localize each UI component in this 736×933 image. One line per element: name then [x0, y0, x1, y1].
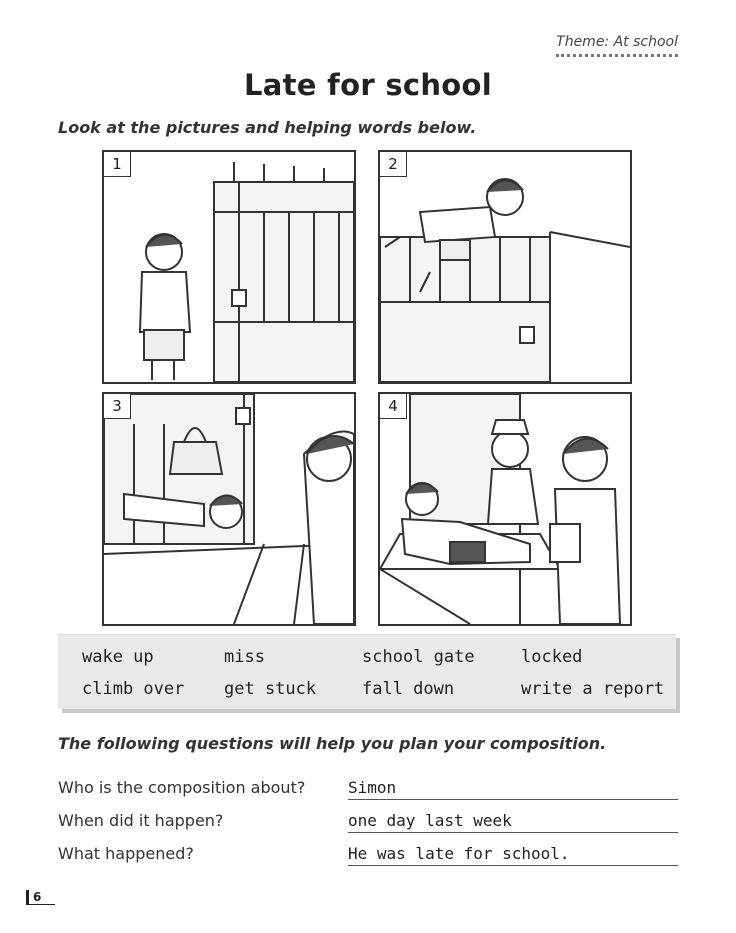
illustration-nurse-and-teacher: [380, 394, 630, 624]
helping-word: school gate: [362, 647, 475, 667]
answer-field[interactable]: Simon: [348, 778, 678, 800]
helping-word: get stuck: [224, 679, 317, 699]
page-title: Late for school: [244, 68, 492, 102]
illustration-boy-climbing-gate: [380, 152, 630, 382]
panel-number: 1: [104, 152, 131, 177]
panel-number: 4: [380, 394, 407, 419]
picture-panel-3: [102, 392, 356, 626]
answer-field[interactable]: He was late for school.: [348, 844, 678, 866]
helping-word: write a report: [521, 679, 665, 699]
question-label: Who is the composition about?: [58, 778, 306, 797]
helping-word: climb over: [82, 679, 185, 699]
answer-field[interactable]: one day last week: [348, 811, 678, 833]
questions-heading: The following questions will help you plan your composition.: [58, 734, 607, 753]
picture-panel-4: [378, 392, 632, 626]
panel-number: 3: [104, 394, 131, 419]
picture-panel-1: [102, 150, 356, 384]
helping-word: locked: [521, 647, 583, 667]
helping-word: wake up: [82, 647, 154, 667]
helping-word: miss: [224, 647, 265, 667]
panel-number: 2: [380, 152, 407, 177]
picture-panel-2: [378, 150, 632, 384]
instructions: Look at the pictures and helping words below.: [58, 118, 477, 137]
theme-label: Theme: At school: [556, 34, 678, 57]
helping-word: fall down: [362, 679, 455, 699]
helping-words-box: [58, 634, 676, 709]
question-label: What happened?: [58, 844, 194, 863]
illustration-boy-at-locked-gate: [104, 152, 354, 382]
page-number: 6: [26, 890, 55, 905]
question-label: When did it happen?: [58, 811, 224, 830]
illustration-boy-fell-down: [104, 394, 354, 624]
